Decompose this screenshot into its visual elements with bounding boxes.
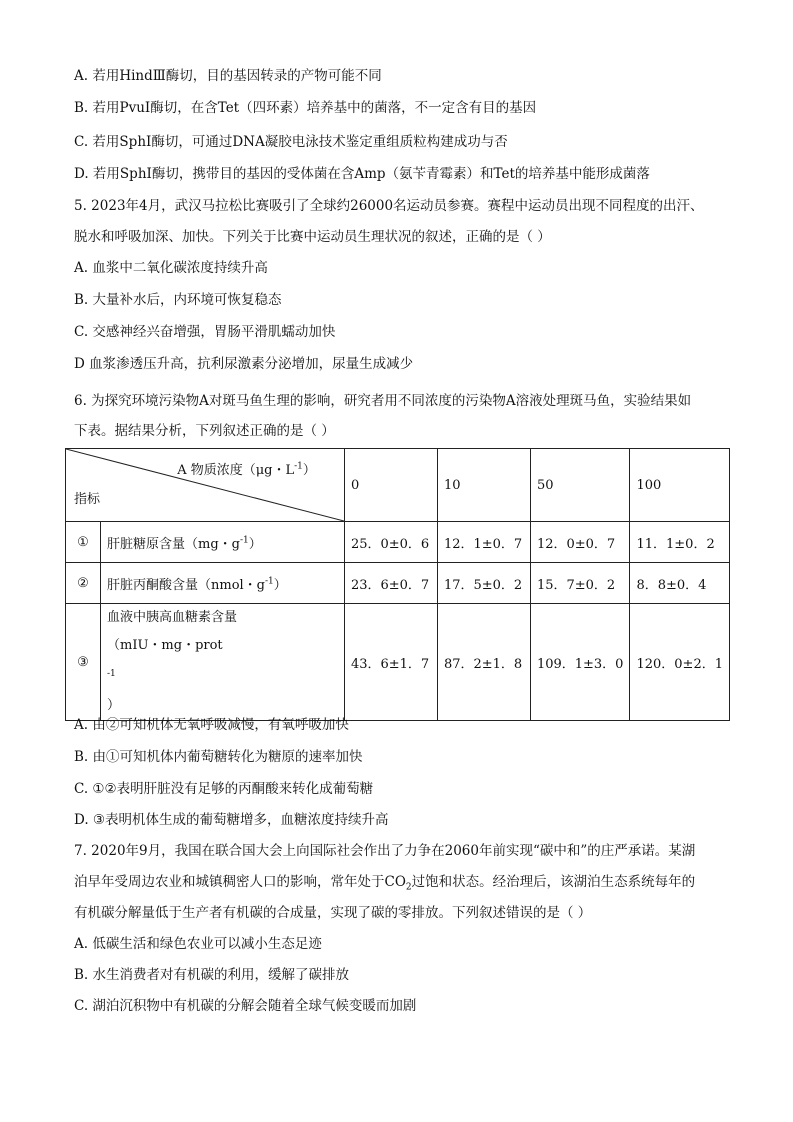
q7-stem-line-2: 泊早年受周边农业和城镇稠密人口的影响，常年处于$CO_2$过饱和状态。经治理后，该湖泊生态系统每年的 [74, 874, 696, 893]
q7-stem-line-1: 7. 2020年9月，我国在联合国大会上向国际社会作出了力争在2060年前实现“碳中和”的庄严承诺。某湖 [74, 843, 696, 859]
results-table [65, 448, 730, 721]
q5-stem-line-2: 脱水和呼吸加深、加快。下列关于比赛中运动员生理状况的叙述，正确的是（ ） [74, 229, 551, 245]
table-cell: 17．5±0．2 [437, 563, 530, 604]
row-number: ② [66, 563, 101, 604]
q5-option-c: C. 交感神经兴奋增强，胃肠平滑肌蠕动加快 [74, 324, 336, 340]
table-cell: 87．2±1．8 [437, 604, 530, 721]
q6-option-c: C. ①②表明肝脏没有足够的丙酮酸来转化成葡萄糖 [74, 781, 374, 797]
table-row [66, 604, 730, 721]
q4-option-b: B. 若用PvuⅠ酶切，在含Tet（四环素）培养基中的菌落，不一定含有目的基因 [74, 100, 537, 116]
q5-option-d: D 血浆渗透压升高，抗利尿激素分泌增加，尿量生成减少 [74, 356, 414, 372]
table-cell: 109．1±3．0 [530, 604, 630, 721]
q5-option-a: A. 血浆中二氧化碳浓度持续升高 [74, 260, 268, 276]
table-cell: 11．1±0．2 [630, 522, 730, 563]
row-label: 血液中胰高血糖素含量 （mIU・mg・prot $^{-1}$ ） [101, 604, 345, 721]
concentration-header: A 物质浓度（μg・$L^{-1}$） [177, 461, 316, 478]
concentration-100: 100 [630, 449, 730, 522]
q6-stem-line-1: 6. 为探究环境污染物A对斑马鱼生理的影响，研究者用不同浓度的污染物A溶液处理斑马鱼，实验结果如 [74, 393, 692, 409]
concentration-0: 0 [344, 449, 437, 522]
row-label: 肝脏丙酮酸含量（nmol・$g^{-1}$） [101, 563, 345, 604]
table-cell: 120．0±2．1 [630, 604, 730, 721]
q7-option-b: B. 水生消费者对有机碳的利用，缓解了碳排放 [74, 967, 350, 983]
indicator-header: 指标 [74, 492, 101, 507]
q5-stem-line-1: 5. 2023年4月，武汉马拉松比赛吸引了全球约26000名运动员参赛。赛程中运动员出现不同程度的出汗、 [74, 198, 704, 214]
diagonal-header-cell [66, 449, 345, 522]
q4-option-a: A. 若用HindⅢ酶切，目的基因转录的产物可能不同 [74, 68, 382, 84]
table-header-row [66, 449, 730, 522]
q7-option-a: A. 低碳生活和绿色农业可以减小生态足迹 [74, 936, 322, 952]
table-cell: 23．6±0．7 [344, 563, 437, 604]
table-cell: 12．1±0．7 [437, 522, 530, 563]
q6-option-d: D. ③表明机体生成的葡萄糖增多，血糖浓度持续升高 [74, 812, 389, 828]
q6-option-a: A. 由②可知机体无氧呼吸减慢，有氧呼吸加快 [74, 717, 349, 733]
concentration-10: 10 [437, 449, 530, 522]
table-row [66, 563, 730, 604]
table-cell: 8．8±0．4 [630, 563, 730, 604]
row-number: ③ [66, 604, 101, 721]
q7-option-c: C. 湖泊沉积物中有机碳的分解会随着全球气候变暖而加剧 [74, 998, 417, 1014]
table-cell: 43．6±1．7 [344, 604, 437, 721]
q6-option-b: B. 由①可知机体内葡萄糖转化为糖原的速率加快 [74, 749, 363, 765]
table-row [66, 522, 730, 563]
q4-option-d: D. 若用SphⅠ酶切，携带目的基因的受体菌在含Amp（氨苄青霉素）和Tet的培养基中能形成菌落 [74, 166, 650, 182]
q6-stem-line-2: 下表。据结果分析，下列叙述正确的是（ ） [74, 423, 335, 439]
row-number: ① [66, 522, 101, 563]
table-cell: 25．0±0．6 [344, 522, 437, 563]
concentration-50: 50 [530, 449, 630, 522]
table-cell: 15．7±0．2 [530, 563, 630, 604]
q4-option-c: C. 若用SphⅠ酶切，可通过DNA凝胶电泳技术鉴定重组质粒构建成功与否 [74, 134, 508, 150]
q7-stem-line-3: 有机碳分解量低于生产者有机碳的合成量，实现了碳的零排放。下列叙述错误的是（ ） [74, 905, 592, 921]
q5-option-b: B. 大量补水后，内环境可恢复稳态 [74, 292, 282, 308]
table-cell: 12．0±0．7 [530, 522, 630, 563]
row-label: 肝脏糖原含量（mg・$g^{-1}$） [101, 522, 345, 563]
